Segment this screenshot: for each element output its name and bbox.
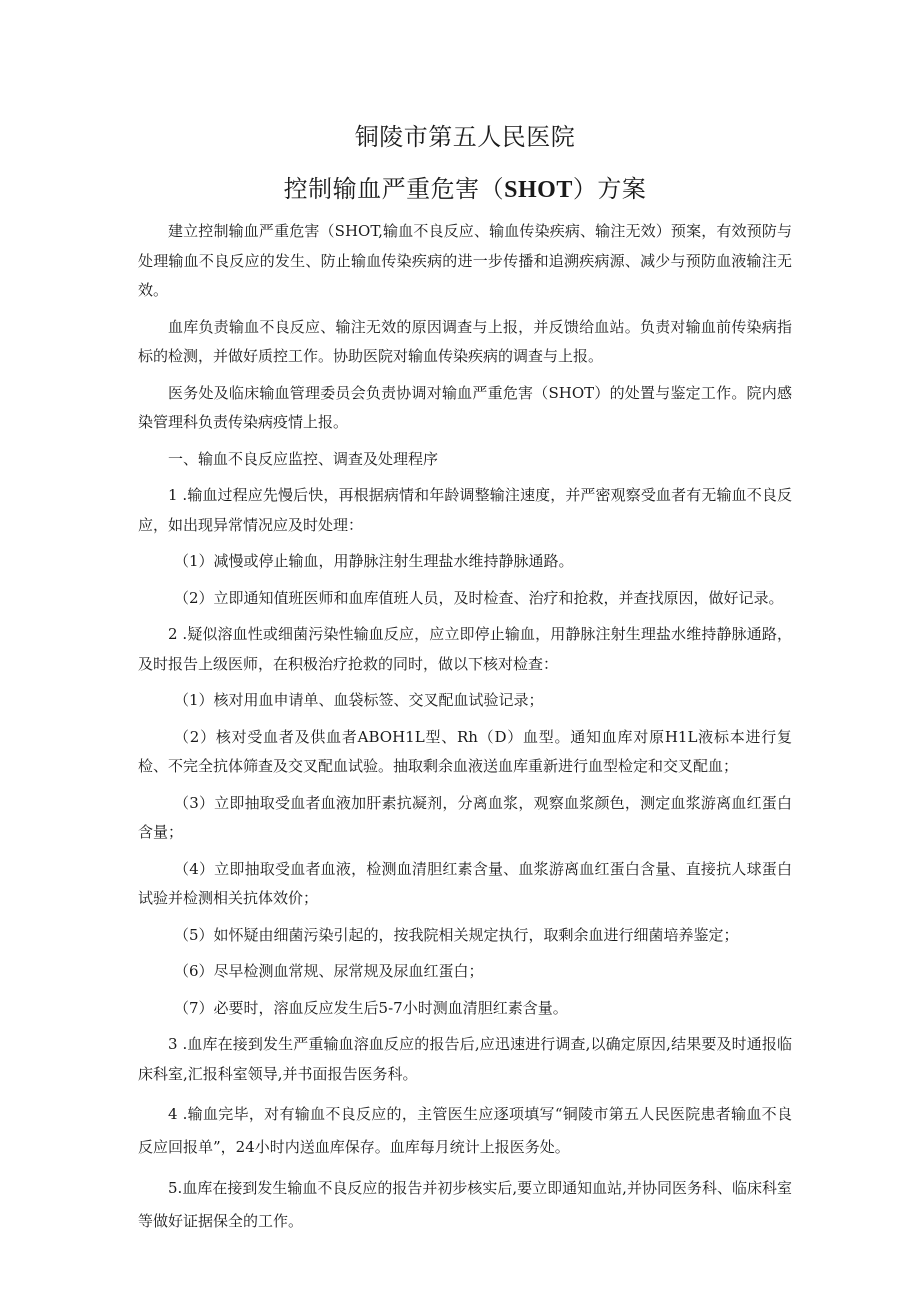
- paragraph-medical-office-duty: 医务处及临床输血管理委员会负责协调对输血严重危害（SHOT）的处置与鉴定工作。院内感染管理科负责传染病疫情上报。: [138, 383, 792, 431]
- document-page: [138, 118, 792, 1246]
- document-title-prefix: 控制输血严重危害（: [283, 175, 505, 203]
- list-item: （1）核对用血申请单、血袋标签、交叉配血试验记录；: [174, 691, 544, 709]
- paragraph-step-5: 5.血库在接到发生输血不良反应的报告并初步核实后,要立即通知血站,并协同医务科、临床科室等做好证据保全的工作。: [138, 1179, 792, 1230]
- section-heading: 一、输血不良反应监控、调查及处理程序: [168, 449, 439, 468]
- paragraph-step-2: 2 .疑似溶血性或细菌污染性输血反应，应立即停止输血，用静脉注射生理盐水维持静脉通路，及时报告上级医师，在积极治疗抢救的同时，做以下核对检查：: [138, 625, 792, 673]
- document-title: [138, 170, 792, 209]
- list-item: （5）如怀疑由细菌污染引起的，按我院相关规定执行，取剩余血进行细菌培养鉴定；: [174, 925, 739, 944]
- list-item: （6）尽早检测血常规、尿常规及尿血红蛋白；: [174, 962, 484, 980]
- list-item: （1）减慢或停止输血，用静脉注射生理盐水维持静脉通路。: [174, 552, 574, 570]
- hospital-title: 铜陵市第五人民医院: [354, 123, 576, 151]
- list-item: （7）必要时，溶血反应发生后5-7小时测血清胆红素含量。: [174, 998, 568, 1017]
- list-item: （2）立即通知值班医师和血库值班人员，及时检查、治疗和抢救，并查找原因，做好记录。: [174, 588, 784, 607]
- paragraph-blood-bank-duty: 血库负责输血不良反应、输注无效的原因调查与上报，并反馈给血站。负责对输血前传染病指标的检测，并做好质控工作。协助医院对输血传染疾病的调查与上报。: [138, 317, 792, 365]
- paragraph-step-1: 1 .输血过程应先慢后快，再根据病情和年龄调整输注速度，并严密观察受血者有无输血不良反应，如出现异常情况应及时处理：: [138, 486, 792, 534]
- list-item: （3）立即抽取受血者血液加肝素抗凝剂，分离血浆，观察血浆颜色，测定血浆游离血红蛋白含量；: [138, 793, 792, 841]
- document-title-suffix: ）方案: [572, 175, 647, 203]
- paragraph-intro: 建立控制输血严重危害（SHOT,输血不良反应、输血传染疾病、输注无效）预案，有效预防与处理输血不良反应的发生、防止输血传染疾病的进一步传播和追溯疾病源、减少与预防血液输注无效。: [138, 222, 792, 299]
- document-title-abbreviation: SHOT: [504, 177, 573, 203]
- list-item: （4）立即抽取受血者血液，检测血清胆红素含量、血浆游离血红蛋白含量、直接抗人球蛋白试验并检测相关抗体效价；: [138, 859, 792, 907]
- paragraph-step-3: 3 .血库在接到发生严重输血溶血反应的报告后,应迅速进行调查,以确定原因,结果要及时通报临床科室,汇报科室领导,并书面报告医务科。: [138, 1035, 792, 1083]
- paragraph-step-4: 4 .输血完毕，对有输血不良反应的，主管医生应逐项填写“铜陵市第五人民医院患者输血不良反应回报单”，24小时内送血库保存。血库每月统计上报医务处。: [138, 1105, 792, 1156]
- list-item: （2）核对受血者及供血者ABOH1L型、Rh（D）血型。通知血库对原H1L液标本进行复检、不完全抗体筛查及交叉配血试验。抽取剩余血液送血库重新进行血型检定和交叉配血；: [138, 727, 792, 775]
